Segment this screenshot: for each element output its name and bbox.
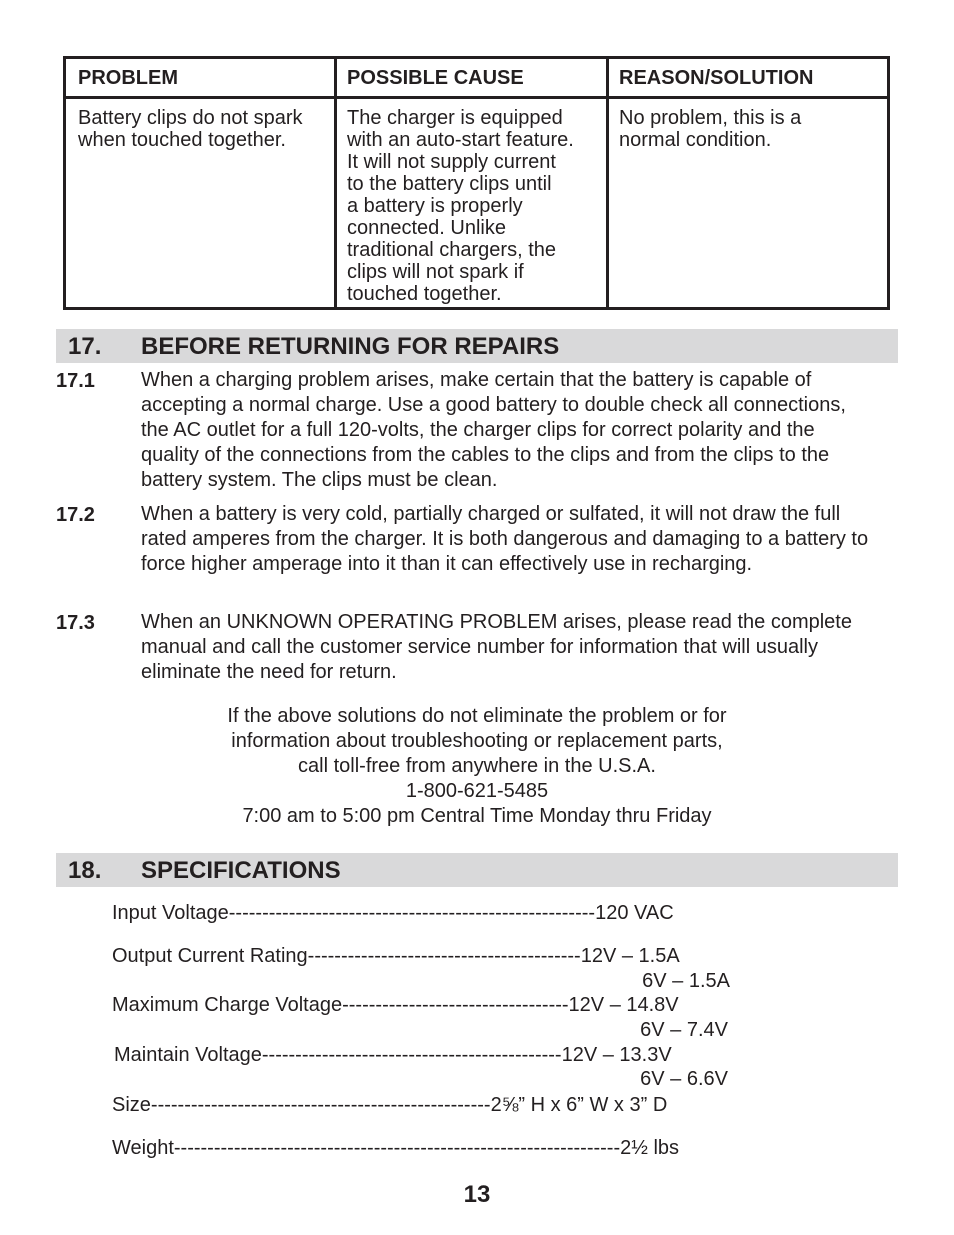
section-title: BEFORE RETURNING FOR REPAIRS xyxy=(141,333,560,360)
spec-max-charge-voltage-6v: 6V – 7.4V xyxy=(640,1019,728,1041)
contact-hours: 7:00 am to 5:00 pm Central Time Monday thru Friday xyxy=(242,805,712,827)
header-problem: PROBLEM xyxy=(78,67,178,89)
spec-output-current: Output Current Rating-----------------------------------------12V – 1.5A xyxy=(112,945,680,967)
header-divider xyxy=(66,96,887,99)
section-18-header xyxy=(56,853,898,887)
section-number: 17. xyxy=(68,333,102,360)
spec-max-charge-voltage: Maximum Charge Voltage----------------------------------12V – 14.8V xyxy=(112,994,679,1016)
item-17-1-number: 17.1 xyxy=(56,370,95,392)
item-17-3-text: When an UNKNOWN OPERATING PROBLEM arises, please read the complete manual and call the customer service number for information that will usually eliminate the need for return. xyxy=(141,611,852,683)
page-number: 13 xyxy=(463,1181,491,1208)
spec-output-current-6v: 6V – 1.5A xyxy=(642,970,730,992)
item-17-2-number: 17.2 xyxy=(56,504,95,526)
item-17-2-text: When a battery is very cold, partially charged or sulfated, it will not draw the full rated amperes from the charger. It is both dangerous and damaging to a battery to force higher amperage into it than it can effectively use in recharging. xyxy=(141,503,869,575)
item-17-3-number: 17.3 xyxy=(56,612,95,634)
spec-input-voltage: Input Voltage-------------------------------------------------------120 VAC xyxy=(112,902,674,924)
section-number: 18. xyxy=(68,857,102,884)
header-reason-solution: REASON/SOLUTION xyxy=(619,67,814,89)
cell-problem: Battery clips do not spark when touched together. xyxy=(78,107,303,151)
section-title: SPECIFICATIONS xyxy=(141,857,341,884)
header-possible-cause: POSSIBLE CAUSE xyxy=(347,67,524,89)
contact-line-3: call toll-free from anywhere in the U.S.A. xyxy=(298,755,656,777)
cell-cause: The charger is equipped with an auto-start feature. It will not supply current to the battery clips until a battery is properly connected. Unlike traditional chargers, the clips will not spark if touched together. xyxy=(347,107,574,305)
section-17-header xyxy=(56,329,898,363)
spec-size: Size---------------------------------------------------2⅝” H x 6” W x 3” D xyxy=(112,1094,668,1116)
contact-line-1: If the above solutions do not eliminate the problem or for xyxy=(227,705,727,727)
contact-line-2: information about troubleshooting or replacement parts, xyxy=(231,730,723,752)
spec-maintain-voltage-6v: 6V – 6.6V xyxy=(640,1068,728,1090)
item-17-1-text: When a charging problem arises, make certain that the battery is capable of accepting a normal charge. Use a good battery to double check all connections, the AC outlet for a full 120-volts, the charger clips for correct polarity and the quality of the connections from the cables to the clips and from the clips to the battery system. The clips must be clean. xyxy=(141,369,846,491)
cell-solution: No problem, this is a normal condition. xyxy=(619,107,802,151)
spec-weight: Weight-------------------------------------------------------------------2½ lbs xyxy=(112,1137,680,1159)
contact-phone: 1-800-621-5485 xyxy=(405,780,549,802)
troubleshooting-table xyxy=(63,56,890,310)
spec-maintain-voltage: Maintain Voltage---------------------------------------------12V – 13.3V xyxy=(114,1044,672,1066)
